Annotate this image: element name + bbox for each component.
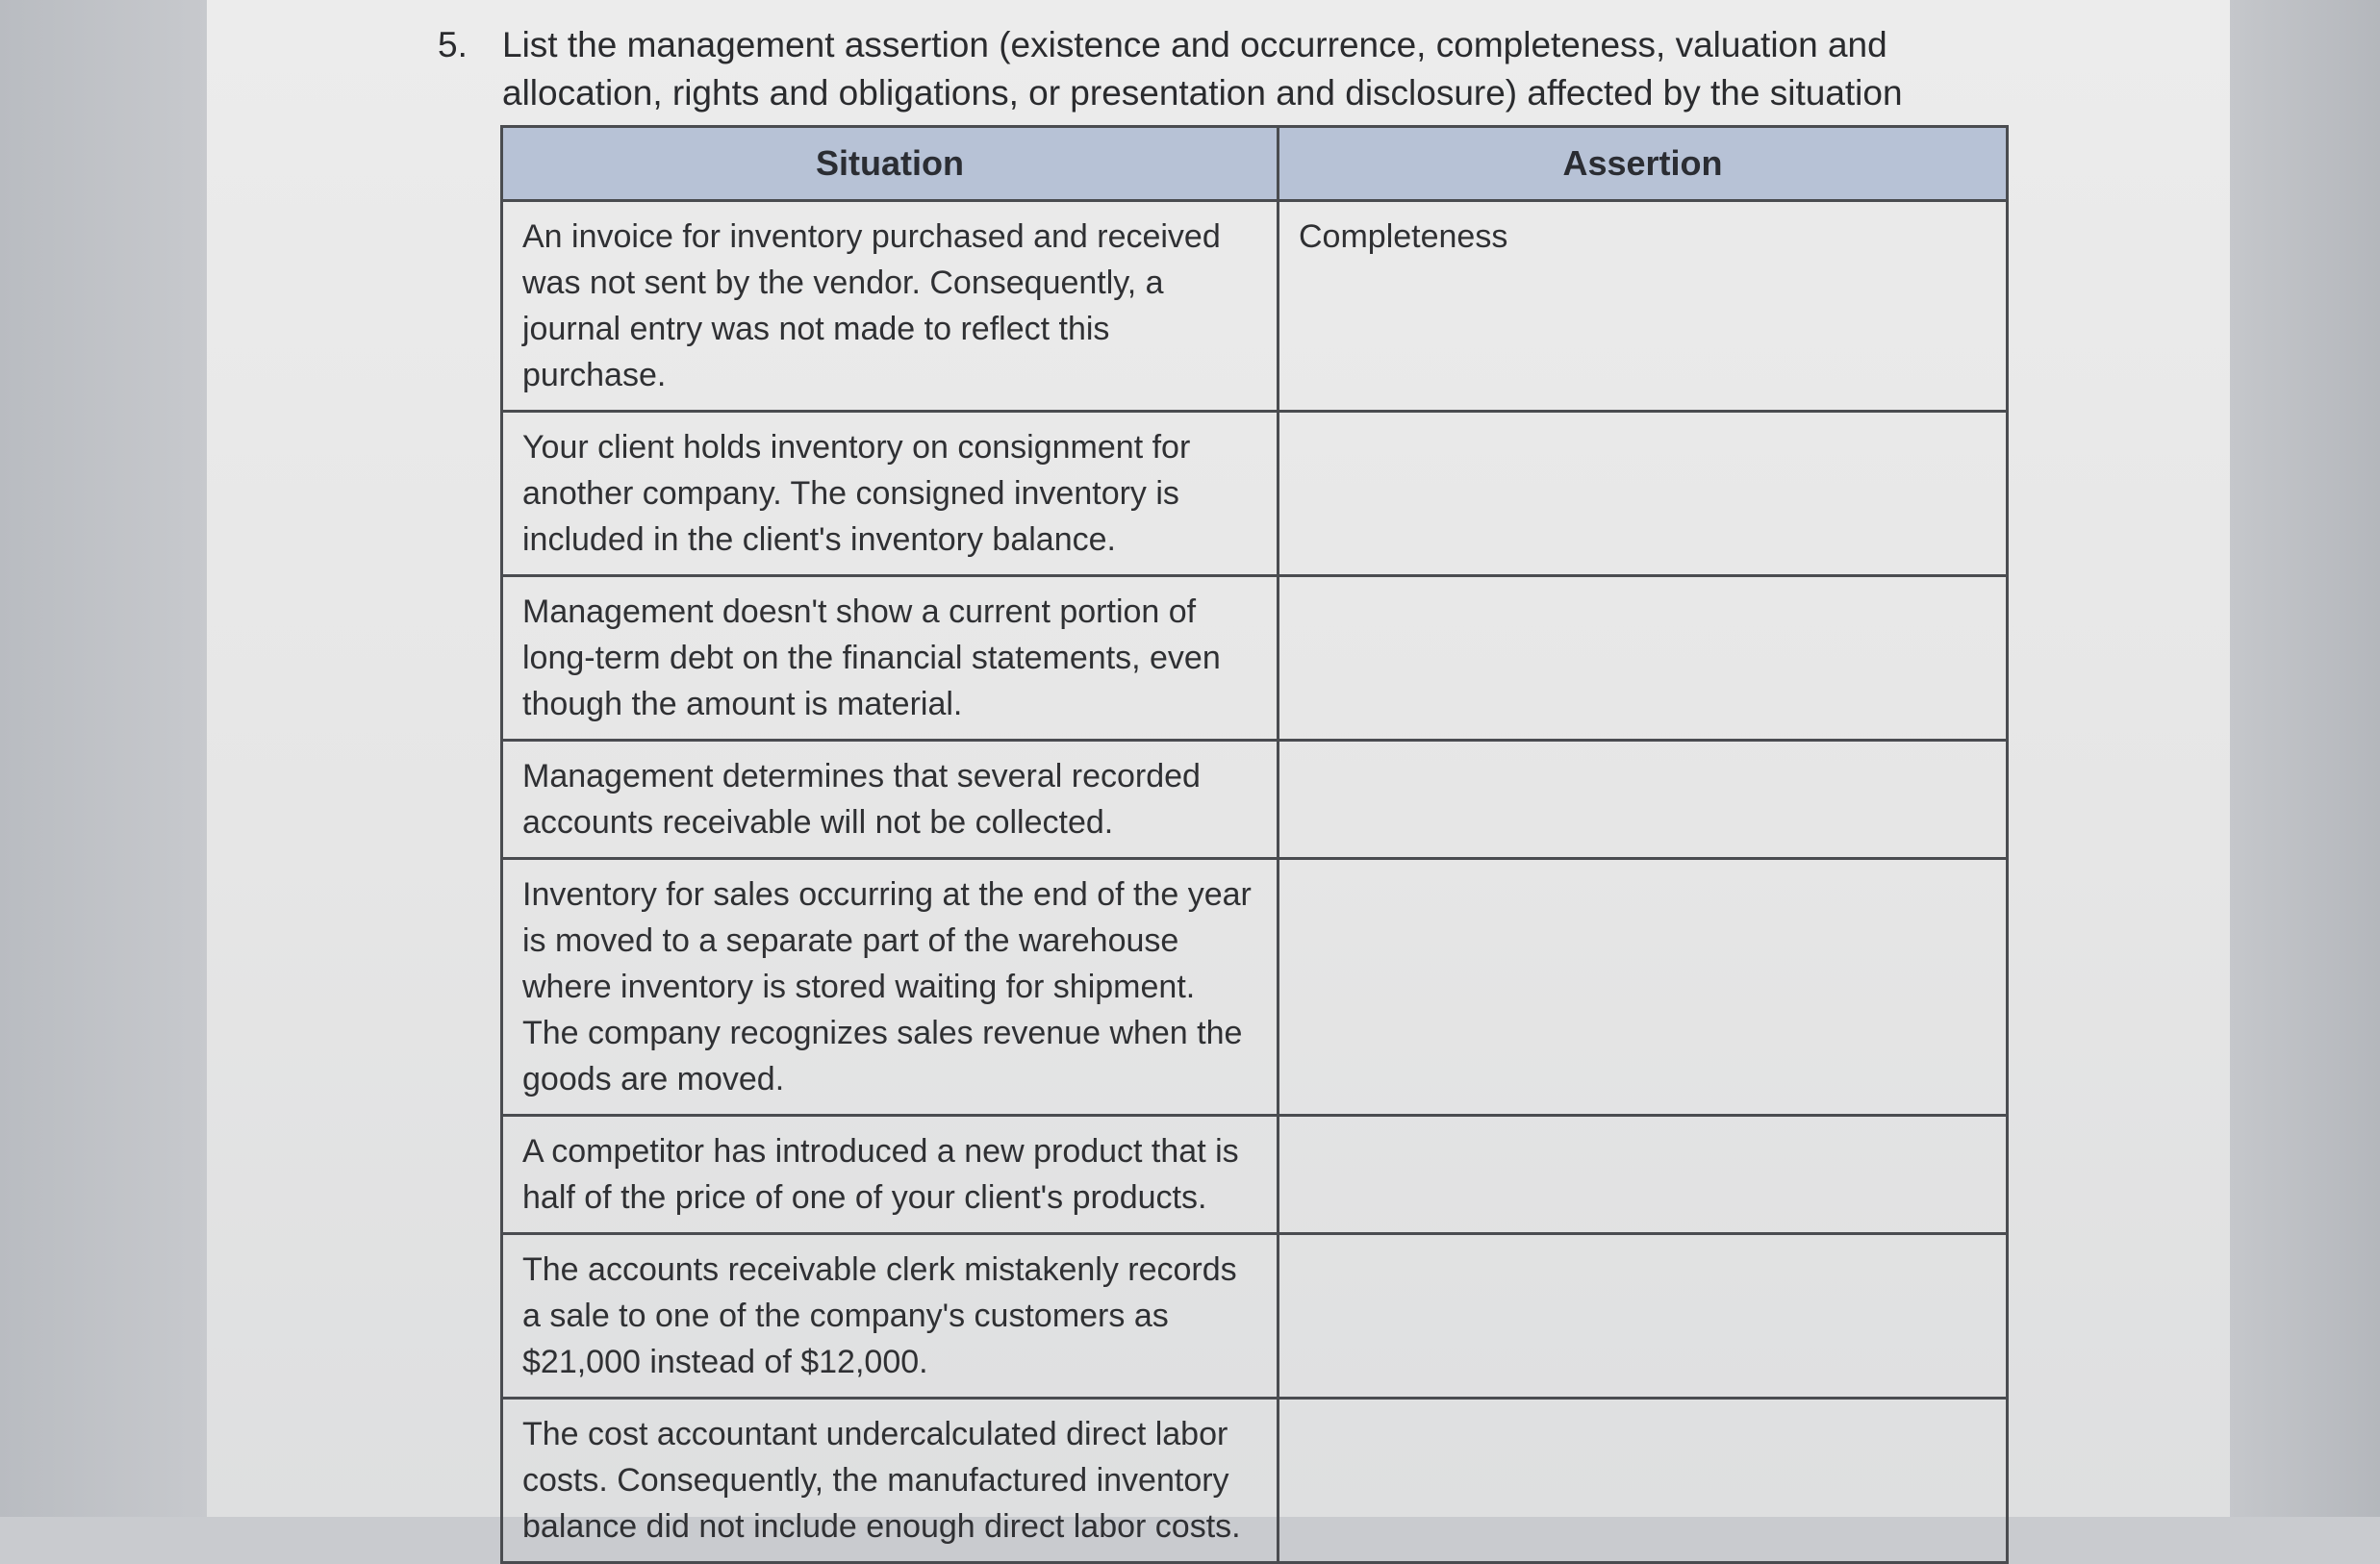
situation-cell: The accounts receivable clerk mistakenly records a sale to one of the company's customers as $21,000 instead of $12,000.	[502, 1234, 1279, 1399]
assertion-cell[interactable]	[1279, 741, 2008, 859]
assertion-cell[interactable]	[1279, 412, 2008, 576]
situation-cell: Your client holds inventory on consignment for another company. The consigned inventory is included in the client's inventory balance.	[502, 412, 1279, 576]
table-row	[502, 1234, 2008, 1399]
assertion-cell[interactable]	[1279, 576, 2008, 741]
situation-cell: Management determines that several recorded accounts receivable will not be collected.	[502, 741, 1279, 859]
situation-cell: Inventory for sales occurring at the end of the year is moved to a separate part of the warehouse where inventory is stored waiting for shipment. The company recognizes sales revenue when the goods are moved.	[502, 859, 1279, 1116]
table-header-row	[502, 127, 2008, 201]
situation-cell: The cost accountant undercalculated direct labor costs. Consequently, the manufactured inventory balance did not include enough direct labor costs.	[502, 1399, 1279, 1563]
assertion-cell[interactable]	[1279, 1399, 2008, 1563]
header-situation: Situation	[502, 127, 1279, 201]
question-number: 5.	[438, 25, 468, 64]
table-row	[502, 576, 2008, 741]
assertion-cell[interactable]: Completeness	[1279, 201, 2008, 412]
assertion-cell[interactable]	[1279, 859, 2008, 1116]
situation-cell: Management doesn't show a current portion of long-term debt on the financial statements, even though the amount is material.	[502, 576, 1279, 741]
header-assertion: Assertion	[1279, 127, 2008, 201]
table-row	[502, 201, 2008, 412]
assertion-cell[interactable]	[1279, 1116, 2008, 1234]
table-row	[502, 1399, 2008, 1563]
background-right-edge	[2230, 0, 2380, 1517]
background-left-edge	[0, 0, 207, 1517]
table-row	[502, 859, 2008, 1116]
assertion-cell[interactable]	[1279, 1234, 2008, 1399]
table-row	[502, 1116, 2008, 1234]
question-text: List the management assertion (existence and occurrence, completeness, valuation and allocation, rights and obligations, or presentation and disclosure) affected by the situation	[502, 25, 1903, 113]
table-row	[502, 741, 2008, 859]
table-row	[502, 412, 2008, 576]
situation-cell: An invoice for inventory purchased and received was not sent by the vendor. Consequently, a journal entry was not made to reflect this purchase.	[502, 201, 1279, 412]
situation-cell: A competitor has introduced a new product that is half of the price of one of your client's products.	[502, 1116, 1279, 1234]
assertion-table	[500, 125, 2009, 1564]
